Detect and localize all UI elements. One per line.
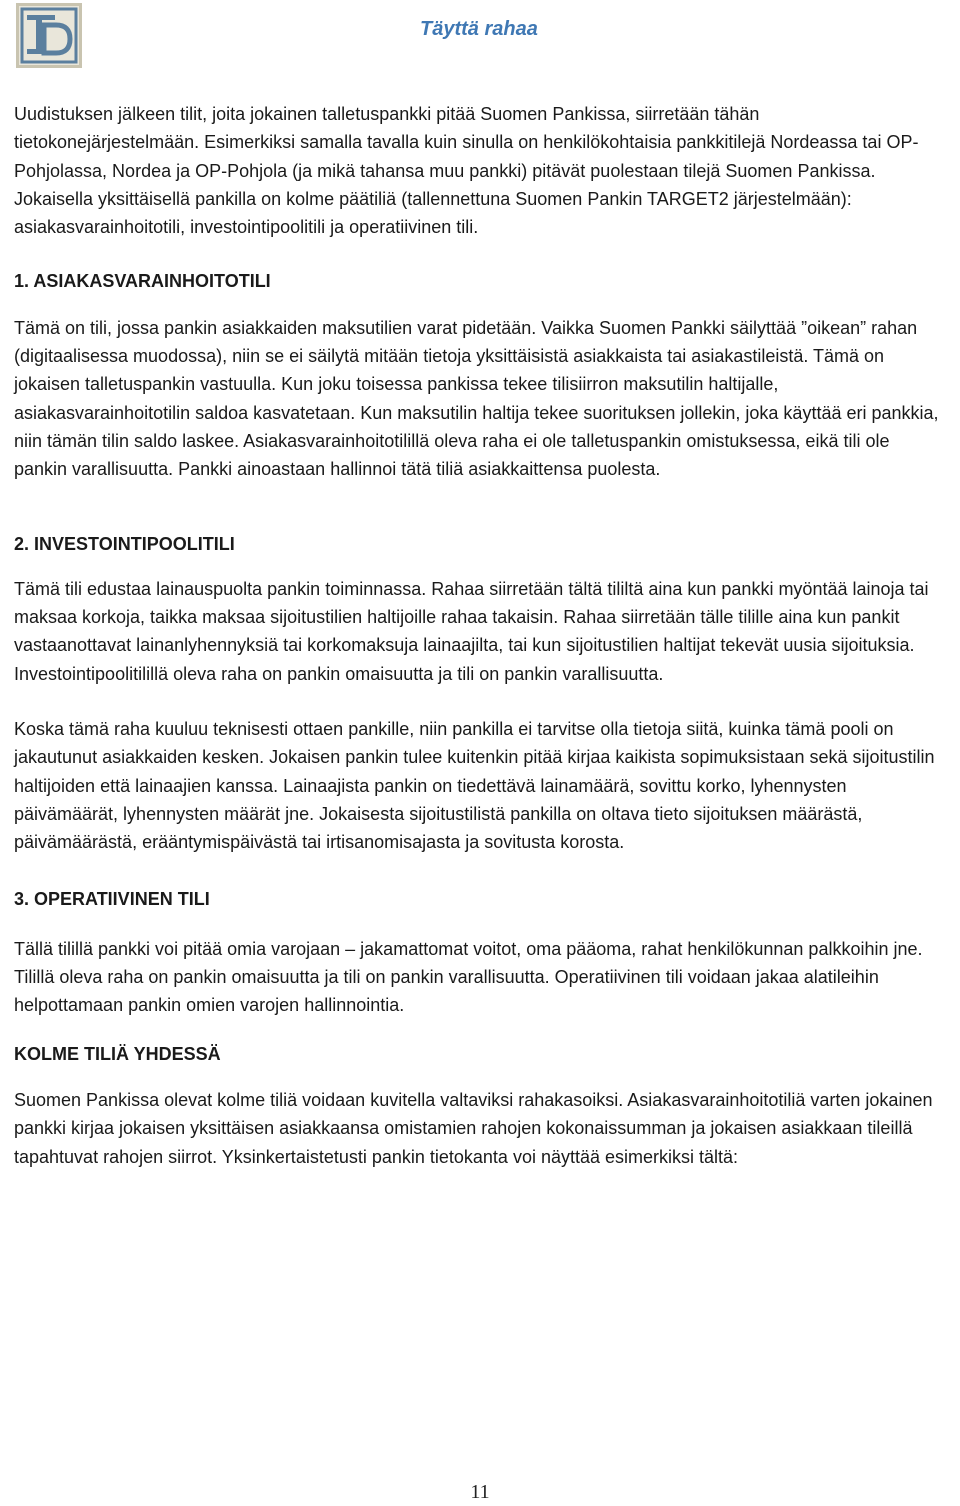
td-logo-icon [16, 3, 82, 68]
section-heading-2: 2. INVESTOINTIPOOLITILI [14, 533, 235, 554]
section-heading-1: 1. ASIAKASVARAINHOITOTILI [14, 271, 271, 292]
section-paragraph-3: Tällä tilillä pankki voi pitää omia varojaan – jakamattomat voitot, oma pääoma, rahat henkilökunnan palkkoihin jne. Tilillä oleva raha on pankin omaisuutta ja tili on pankin varallisuutta. Operatiivinen tili voidaan jakaa alatileihin helpottamaan pankin omien varojen hallinnointia. [14, 938, 923, 1016]
page-header-title: Täyttä rahaa [420, 18, 538, 40]
document-body [14, 100, 946, 1171]
page-number: 11 [470, 1481, 490, 1503]
section-heading-3: 3. OPERATIIVINEN TILI [14, 888, 210, 909]
section-paragraph-2b: Koska tämä raha kuuluu teknisesti ottaen pankille, niin pankilla ei tarvitse olla tietoja siitä, kuinka tämä pooli on jakautunut asiakkaiden kesken. Jokaisen pankin tulee kuitenkin pitää kirjaa kaikista sopimuksistaan sekä sijoitustilin haltijoiden että lainaajien kanssa. Lainaajista pankin on tiedettävä lainamäärä, sovittu korko, lyhennysten päivämäärät, lyhennysten määrät jne. Jokaisesta sijoitustilistä pankilla on oltava tieto sijoituksen määrästä, päivämäärästä, erääntymispäivästä tai irtisanomisajasta ja sovitusta korosta. [14, 719, 935, 853]
section-paragraph-4: Suomen Pankissa olevat kolme tiliä voidaan kuvitella valtaviksi rahakasoiksi. Asiakasvarainhoitotiliä varten jokainen pankki kirjaa jokaisen yksittäisen asiakkaansa omistamien rahojen kokonaissumman ja jokaisen asiakkaan tileillä tapahtuvat rahojen siirrot. Yksinkertaistetusti pankin tietokanta voi näyttää esimerkiksi tältä: [14, 1090, 933, 1167]
section-paragraph-2a: Tämä tili edustaa lainauspuolta pankin toiminnassa. Rahaa siirretään tältä tililtä aina kun pankki myöntää lainoja tai maksaa korkoja, taikka maksaa sijoitustilien haltijoille rahaa takaisin. Rahaa siirretään tälle tilille aina kun pankit vastaanottavat lainanlyhennyksiä tai korkomaksuja lainaajilta, tai kun sijoitustilien haltijat tekevät uusia sijoituksia. Investointipoolitilillä oleva raha on pankin omaisuutta ja tili on pankin varallisuutta. [14, 578, 929, 684]
intro-paragraph: Uudistuksen jälkeen tilit, joita jokainen talletuspankki pitää Suomen Pankissa, siirretään tähän tietokonejärjestelmään. Esimerkiksi samalla tavalla kuin sinulla on henkilökohtaisia pankkitilejä Nordeassa tai OP-Pohjolassa, Nordea ja OP-Pohjola (ja mikä tahansa muu pankki) pitävät puolestaan tilejä Suomen Pankissa. Jokaisella yksittäisellä pankilla on kolme päätiliä (tallennettuna Suomen Pankin TARGET2 järjestelmään): asiakasvarainhoitotili, investointipoolitili ja operatiivinen tili. [14, 104, 919, 238]
section-paragraph-1: Tämä on tili, jossa pankin asiakkaiden maksutilien varat pidetään. Vaikka Suomen Pankki säilyttää ”oikean” rahan (digitaalisessa muodossa), niin se ei säilytä mitään tietoja yksittäisistä asiakkaista tai asiakastileistä. Tämä on jokaisen talletuspankin vastuulla. Kun joku toisessa pankissa tekee tilisiirron maksutilin haltijalle, asiakasvarainhoitotilin saldoa kasvatetaan. Kun maksutilin haltija tekee suorituksen jollekin, joka käyttää eri pankkia, niin tämän tilin saldo laskee. Asiakasvarainhoitotilillä oleva raha ei ole talletuspankin omistuksessa, eikä tili ole pankin varallisuutta. Pankki ainoastaan hallinnoi tätä tiliä asiakkaittensa puolesta. [14, 317, 939, 480]
section-heading-4: KOLME TILIÄ YHDESSÄ [14, 1043, 221, 1064]
